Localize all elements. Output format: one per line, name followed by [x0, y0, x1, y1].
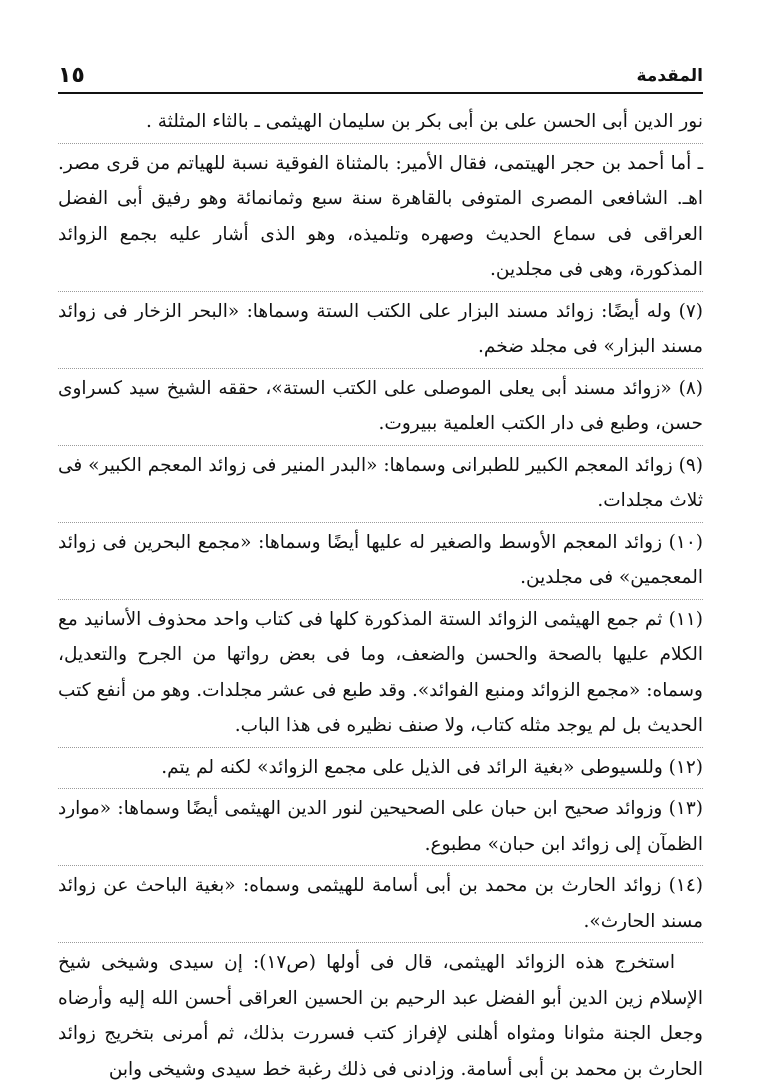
paragraph-opening: نور الدين أبى الحسن على بن أبى بكر بن سليمان الهيثمى ـ بالثاء المثلثة .	[145, 111, 703, 132]
separator	[58, 143, 703, 144]
page-number: ١٥	[58, 63, 85, 88]
separator	[58, 747, 703, 748]
separator	[58, 788, 703, 789]
paragraph-haytami: ـ أما أحمد بن حجر الهيتمى، فقال الأمير: بالمثناة الفوقية نسبة للهياتم من قرى مصر. اهـ. الشافعى المصرى المتوفى بالقاهرة سنة سبع وثمانمائة وهو رفيق أبى الفضل العراقى فى سماع الحديث وصهره وتلميذه، وهو الذى أشار عليه بجمع الزوائد المذكورة، وهى فى مجلدين.	[58, 152, 703, 280]
page-body	[58, 104, 703, 1087]
paragraph-item-12: (١٢) وللسيوطى «بغية الرائد فى الذيل على مجمع الزوائد» لكنه لم يتم.	[161, 756, 703, 778]
separator	[58, 291, 703, 292]
paragraph-item-11: (١١) ثم جمع الهيثمى الزوائد الستة المذكورة كلها فى كتاب واحد محذوف الأسانيد مع الكلام عليها بالصحة والحسن والضعف، وما فى بعض رواتها من الجرح والتعديل، وسماه: «مجمع الزوائد ومنبع الفوائد». وقد طبع فى عشر مجلدات. وهو من أنفع كتب الحديث بل لم يوجد مثله كتاب، ولا صنف نظيره فى هذا الباب.	[58, 608, 703, 736]
separator	[58, 368, 703, 369]
paragraph-item-13: (١٣) وزوائد صحيح ابن حبان على الصحيحين لنور الدين الهيثمى أيضًا وسماها: «موارد الظمآن إلى زوائد ابن حبان» مطبوع.	[58, 798, 703, 855]
paragraph-item-14: (١٤) زوائد الحارث بن محمد بن أبى أسامة للهيثمى وسماه: «بغية الباحث عن زوائد مسند الحارث».	[58, 875, 703, 932]
separator	[58, 522, 703, 523]
separator	[58, 942, 703, 943]
paragraph-item-10: (١٠) زوائد المعجم الأوسط والصغير له عليها أيضًا وسماها: «مجمع البحرين فى زوائد المعجمين» فى مجلدين.	[58, 531, 703, 588]
paragraph-item-9: (٩) زوائد المعجم الكبير للطبرانى وسماها: «البدر المنير فى زوائد المعجم الكبير» فى ثلاث مجلدات.	[58, 454, 703, 511]
page	[58, 52, 703, 1080]
paragraph-item-8: (٨) «زوائد مسند أبى يعلى الموصلى على الكتب الستة»، حققه الشيخ سيد كسراوى حسن، وطبع فى دار الكتب العلمية ببيروت.	[58, 377, 703, 434]
separator	[58, 599, 703, 600]
paragraph-closing: استخرج هذه الزوائد الهيثمى، قال فى أولها (ص١٧): إن سيدى وشيخى شيخ الإسلام زين الدين أبو الفضل عبد الرحيم بن الحسين العراقى أحسن الله إليه وأرضاه وجعل الجنة مثوانا ومثواه أهلنى لإفراز كتب فسررت بذلك، ثم أمرنى بتخريج زوائد الحارث بن محمد بن أبى أسامة. وزادنى فى ذلك رغبة خط سيدى وشيخى وابن	[58, 952, 703, 1080]
running-title: المقدمة	[636, 66, 703, 86]
paragraph-item-7: (٧) وله أيضًا: زوائد مسند البزار على الكتب الستة وسماها: «البحر الزخار فى زوائد مسند البزار» فى مجلد ضخم.	[58, 300, 703, 357]
separator	[58, 445, 703, 446]
page-header	[58, 52, 703, 94]
separator	[58, 865, 703, 866]
